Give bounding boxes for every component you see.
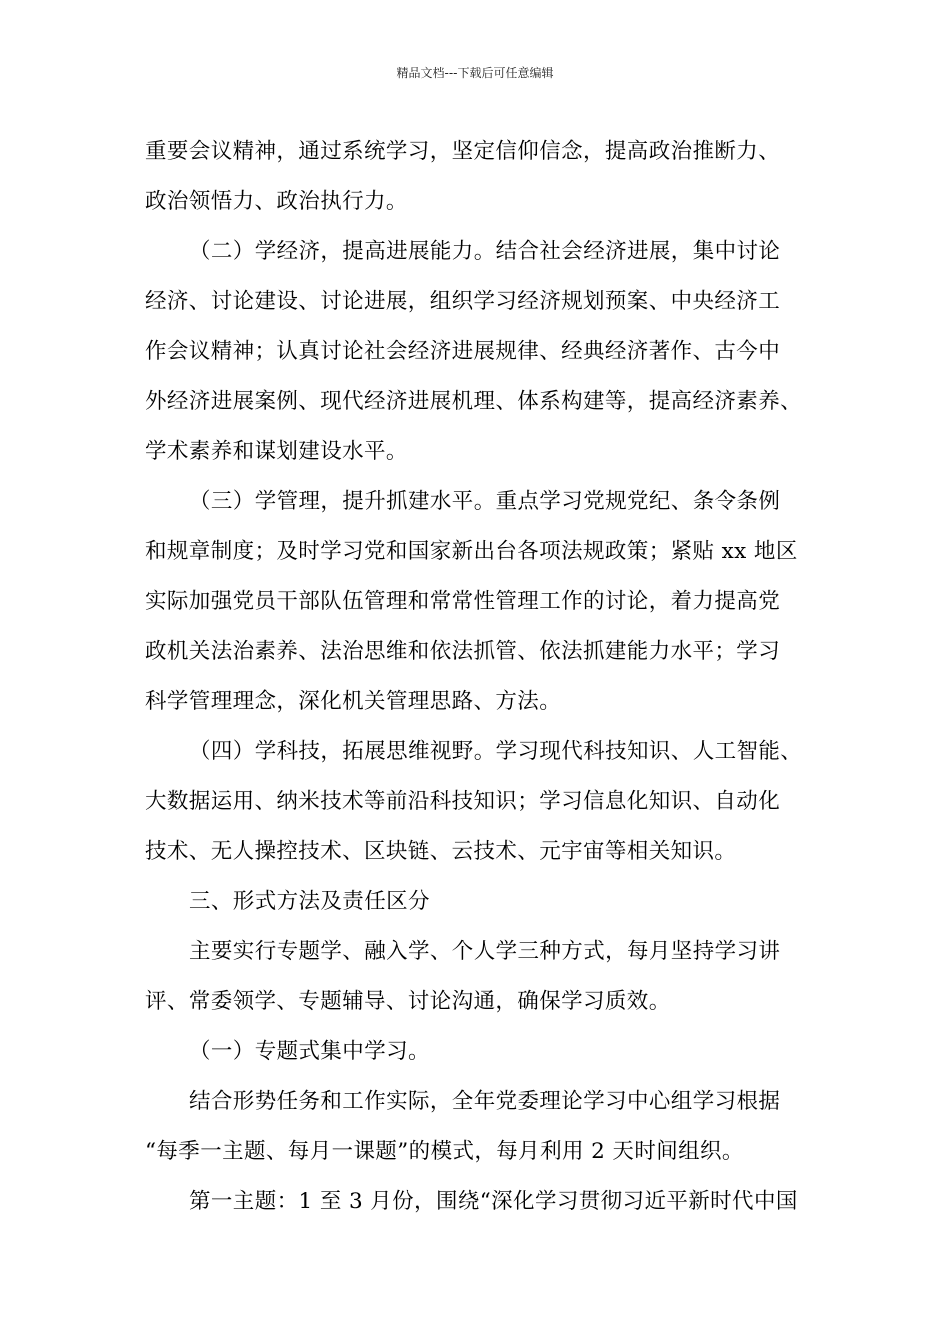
section-heading: 三、形式方法及责任区分 — [189, 889, 430, 914]
paragraph-start-line: （三）学管理，提升抓建水平。重点学习党规党纪、条令条例 — [189, 489, 781, 514]
paragraph-start-line: （二）学经济，提高进展能力。结合社会经济进展，集中讨论 — [189, 239, 781, 264]
paragraph-start-line: （四）学科技，拓展思维视野。学习现代科技知识、人工智能、 — [189, 739, 803, 764]
text-line: 和规章制度；及时学习党和国家新出台各项法规政策；紧贴 xx 地区 — [145, 539, 798, 564]
page-header: 精品文档---下载后可任意编辑 — [396, 66, 554, 80]
subsection-heading: （一）专题式集中学习。 — [189, 1039, 430, 1064]
text-line: 实际加强党员干部队伍管理和常常性管理工作的讨论，着力提高党 — [145, 589, 781, 614]
text-line: 评、常委领学、专题辅导、讨论沟通，确保学习质效。 — [145, 989, 671, 1014]
paragraph-start-line: 主要实行专题学、融入学、个人学三种方式，每月坚持学习讲 — [189, 939, 781, 964]
text-line: 大数据运用、纳米技术等前沿科技知识；学习信息化知识、自动化 — [145, 789, 781, 814]
text-line: 外经济进展案例、现代经济进展机理、体系构建等，提高经济素养、 — [145, 389, 803, 414]
text-line: 重要会议精神，通过系统学习，坚定信仰信念，提高政治推断力、 — [145, 139, 781, 164]
text-line: 政治领悟力、政治执行力。 — [145, 189, 408, 214]
paragraph-start-line: 结合形势任务和工作实际，全年党委理论学习中心组学习根据 — [189, 1089, 781, 1114]
text-line: 作会议精神；认真讨论社会经济进展规律、经典经济著作、古今中 — [145, 339, 781, 364]
text-line: 技术、无人操控技术、区块链、云技术、元宇宙等相关知识。 — [145, 839, 737, 864]
text-line: 学术素养和谋划建设水平。 — [145, 439, 408, 464]
text-line: 经济、讨论建设、讨论进展，组织学习经济规划预案、中央经济工 — [145, 289, 781, 314]
text-line: “每季一主题、每月一课题”的模式，每月利用 2 天时间组织。 — [145, 1139, 744, 1164]
text-line: 政机关法治素养、法治思维和依法抓管、依法抓建能力水平；学习 — [145, 639, 781, 664]
document-body — [145, 127, 835, 1227]
text-line: 科学管理理念，深化机关管理思路、方法。 — [145, 689, 562, 714]
paragraph-start-line: 第一主题：1 至 3 月份，围绕“深化学习贯彻习近平新时代中国 — [189, 1189, 798, 1214]
